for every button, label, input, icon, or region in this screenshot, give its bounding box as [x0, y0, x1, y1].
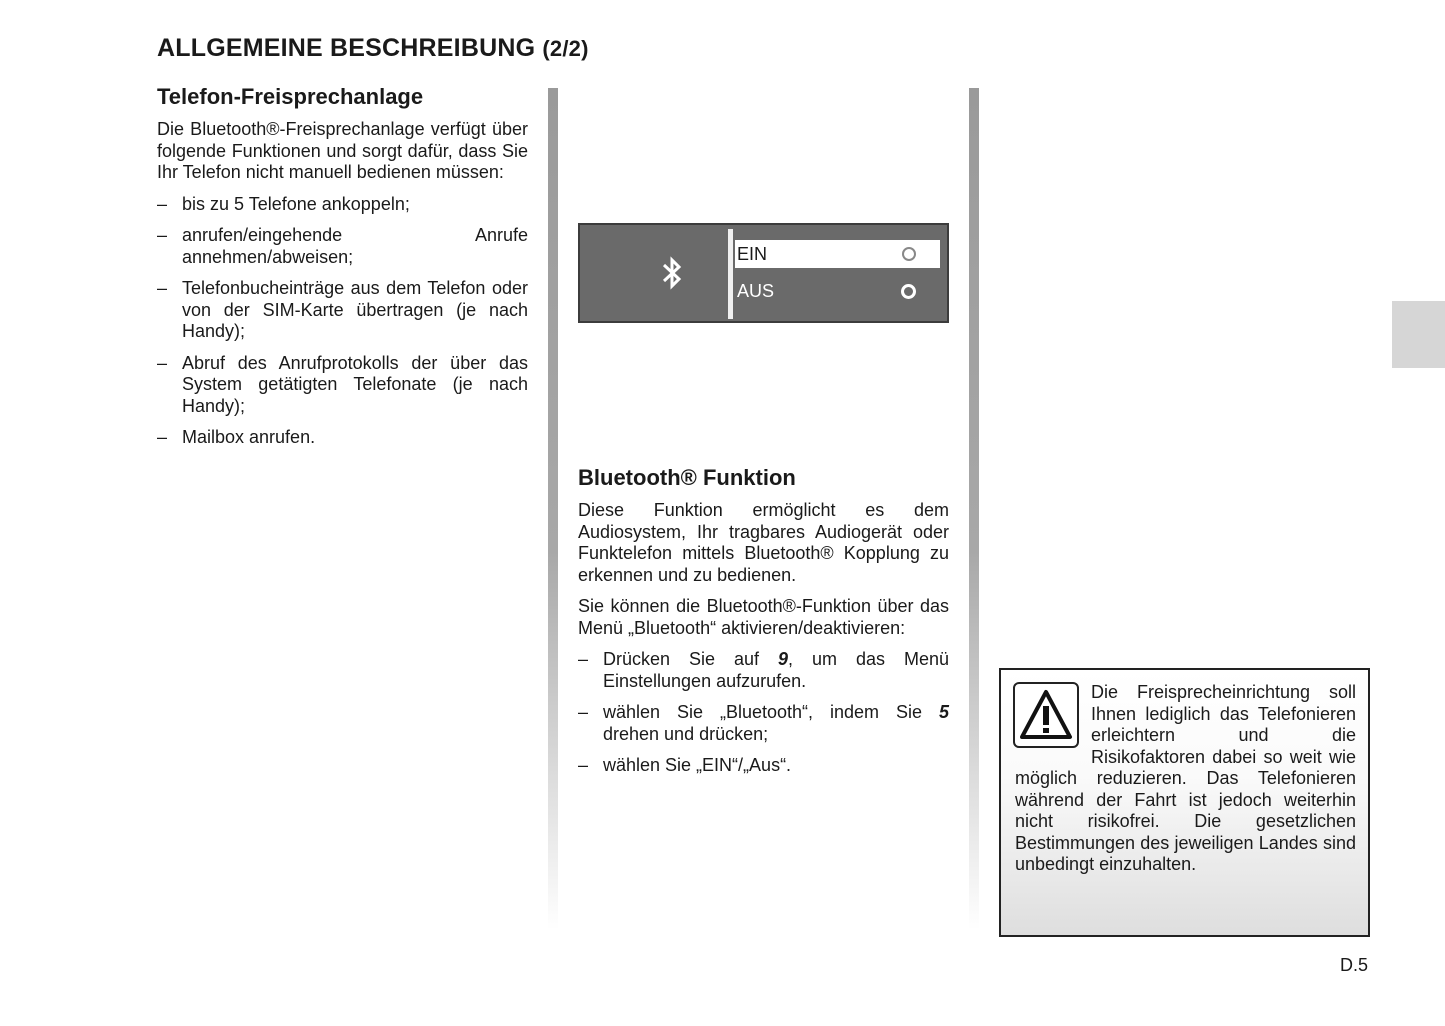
chapter-tab-marker: [1392, 301, 1445, 368]
bluetooth-para2: Sie können die Bluetooth®-Funktion über das Menü „Bluetooth“ aktivieren/deaktivieren:: [578, 596, 949, 638]
option-ein[interactable]: [735, 240, 940, 268]
bluetooth-screen-illustration: [578, 223, 949, 323]
warning-text: Die Freisprecheinrichtung soll Ihnen lediglich das Telefonieren erleichtern und die Risikofaktoren dabei so weit wie möglich reduzieren. Das Telefonieren während der Fahrt ist jedoch weiterhin nicht risikofrei. Die gesetzlichen Bestimmungen des jeweiligen Landes sind unbedingt einzuhalten.: [1015, 682, 1356, 874]
list-item-text: Mailbox anrufen.: [182, 427, 316, 447]
telefon-section: [157, 83, 528, 459]
page-title-suffix: (2/2): [542, 36, 589, 61]
screen-separator: [728, 229, 733, 319]
warning-text-block: [1015, 682, 1356, 876]
column-divider-right: [969, 88, 979, 930]
bluetooth-para1: Diese Funktion ermöglicht es dem Audiosystem, Ihr tragbares Audiogerät oder Funktelefon mittels Bluetooth® Kopplung zu erkennen und zu bedienen.: [578, 500, 949, 585]
warning-box: [999, 668, 1370, 937]
option-aus-label: AUS: [737, 281, 775, 301]
list-item-text: anrufen/eingehende Anrufe annehmen/abweisen;: [182, 225, 528, 267]
bluetooth-steps-list: [578, 649, 949, 777]
bluetooth-icon: [658, 255, 686, 291]
list-item-text: Abruf des Anrufprotokolls der über das System getätigten Telefonate (je nach Handy);: [182, 352, 528, 416]
key-number: 9: [778, 649, 789, 669]
bluetooth-heading: Bluetooth® Funktion: [578, 465, 796, 490]
page-title-text: ALLGEMEINE BESCHREIBUNG: [157, 34, 536, 62]
key-number: 5: [938, 702, 949, 722]
page-title: [157, 34, 589, 63]
list-item: – wählen Sie „Bluetooth“, indem Sie 5 drehen und drücken;: [578, 702, 949, 744]
list-item: – Abruf des Anrufprotokolls der über das System getätigten Telefonate (je nach Handy);: [157, 352, 528, 416]
list-item: – Mailbox anrufen.: [157, 427, 316, 447]
list-item-text: Telefonbucheinträge aus dem Telefon oder von der SIM-Karte übertragen (je nach Handy);: [182, 278, 528, 341]
list-item: – Drücken Sie auf 9, um das Menü Einstellungen aufzurufen.: [578, 649, 949, 691]
option-aus[interactable]: [735, 277, 940, 305]
telefon-feature-list: [157, 194, 528, 449]
bluetooth-section: [578, 464, 949, 787]
list-item-text: bis zu 5 Telefone ankoppeln;: [182, 193, 410, 214]
list-item: – bis zu 5 Telefone ankoppeln;: [157, 193, 410, 214]
telefon-intro: Die Bluetooth®-Freisprechanlage verfügt über folgende Funktionen und sorgt dafür, dass Sie Ihr Telefon nicht manuell bedienen müssen:: [157, 119, 528, 182]
list-item: – anrufen/eingehende Anrufe annehmen/abweisen;: [157, 225, 528, 267]
radio-selected-icon: [901, 284, 916, 299]
column-divider-left: [548, 88, 558, 930]
option-ein-label: EIN: [737, 244, 768, 264]
telefon-heading: Telefon-Freisprechanlage: [157, 84, 424, 109]
list-item: – wählen Sie „EIN“/„Aus“.: [578, 755, 792, 775]
radio-unselected-icon: [902, 247, 916, 261]
list-item: – Telefonbucheinträge aus dem Telefon oder von der SIM-Karte übertragen (je nach Handy);: [157, 278, 528, 341]
page-number: D.5: [1340, 955, 1369, 975]
